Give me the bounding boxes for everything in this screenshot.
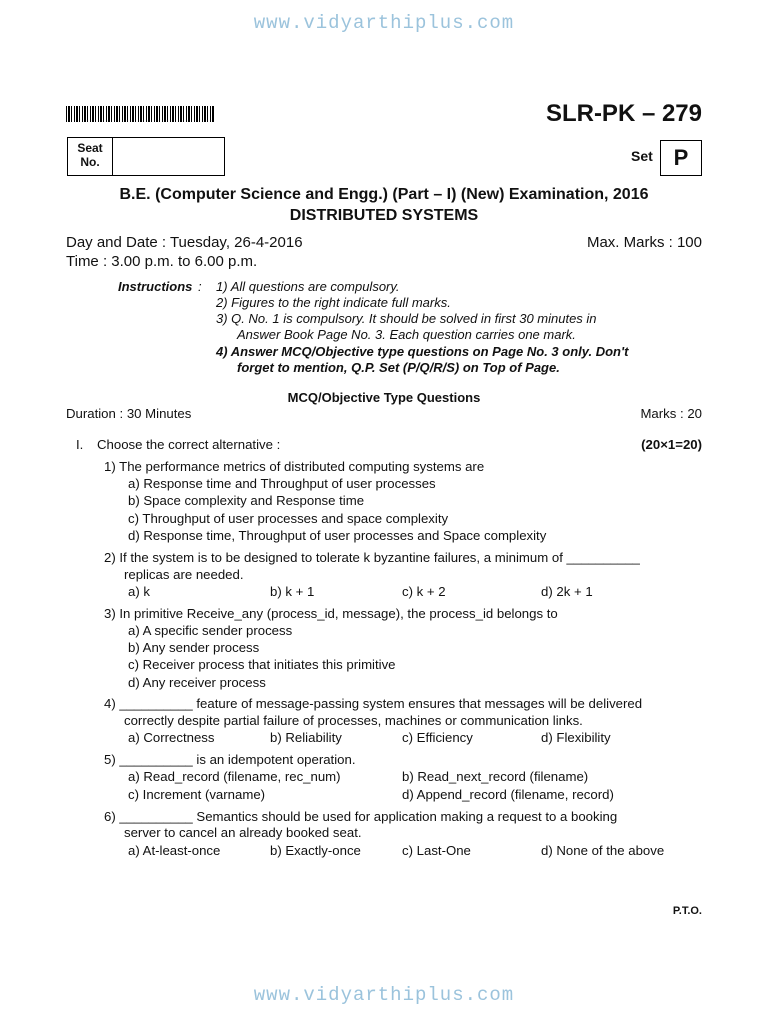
- q1-stem: 1) The performance metrics of distributed computing systems are: [104, 459, 485, 474]
- subject-title: DISTRIBUTED SYSTEMS: [289, 207, 479, 224]
- q2-option-c: c) k + 2: [402, 584, 446, 599]
- duration: Duration : 30 Minutes: [66, 406, 192, 421]
- instruction-3-cont: Answer Book Page No. 3. Each question carries one mark.: [237, 327, 576, 342]
- q6-option-c: c) Last-One: [402, 843, 471, 858]
- q1-option-d: d) Response time, Throughput of user processes and Space complexity: [128, 528, 547, 543]
- q2-stem: 2) If the system is to be designed to tolerate k byzantine failures, a minimum of __________: [104, 550, 640, 565]
- q3-option-b: b) Any sender process: [128, 640, 260, 655]
- q6-option-b: b) Exactly-once: [270, 843, 361, 858]
- q1-option-b: b) Space complexity and Response time: [128, 493, 365, 508]
- question-marks: (20×1=20): [641, 437, 702, 452]
- set-value: P: [660, 140, 702, 176]
- q5-stem: 5) __________ is an idempotent operation.: [104, 752, 356, 767]
- q2-option-d: d) 2k + 1: [541, 584, 593, 599]
- seat-no-label: Seat No.: [68, 138, 113, 175]
- pto-label: P.T.O.: [672, 905, 702, 917]
- barcode: [66, 106, 214, 122]
- watermark-bottom: www.vidyarthiplus.com: [253, 984, 515, 1006]
- q2-stem-cont: replicas are needed.: [124, 567, 244, 582]
- q5-option-a: a) Read_record (filename, rec_num): [128, 769, 341, 784]
- q6-stem-cont: server to cancel an already booked seat.: [124, 825, 362, 840]
- instruction-2: 2) Figures to the right indicate full marks.: [216, 295, 451, 310]
- paper-code: SLR-PK – 279: [545, 100, 702, 127]
- watermark-top: www.vidyarthiplus.com: [253, 12, 515, 34]
- q3-option-c: c) Receiver process that initiates this primitive: [128, 657, 396, 672]
- q1-option-c: c) Throughput of user processes and space complexity: [128, 511, 449, 526]
- question-text: Choose the correct alternative :: [97, 437, 281, 452]
- q3-stem: 3) In primitive Receive_any (process_id, message), the process_id belongs to: [104, 606, 558, 621]
- exam-title: B.E. (Computer Science and Engg.) (Part – I) (New) Examination, 2016: [119, 186, 649, 203]
- q2-option-b: b) k + 1: [270, 584, 315, 599]
- instructions-label: Instructions: [118, 279, 193, 294]
- set-label: Set: [631, 148, 653, 164]
- instruction-3: 3) Q. No. 1 is compulsory. It should be solved in first 30 minutes in: [216, 311, 597, 326]
- q4-option-c: c) Efficiency: [402, 730, 473, 745]
- day-date: Day and Date : Tuesday, 26-4-2016: [66, 234, 303, 251]
- seat-number-box: [67, 137, 225, 176]
- q4-option-b: b) Reliability: [270, 730, 342, 745]
- section-marks: Marks : 20: [640, 406, 702, 421]
- q5-option-c: c) Increment (varname): [128, 787, 266, 802]
- q6-option-a: a) At-least-once: [128, 843, 221, 858]
- q4-stem: 4) __________ feature of message-passing system ensures that messages will be delivered: [104, 696, 643, 711]
- section-title: MCQ/Objective Type Questions: [287, 390, 481, 405]
- q4-option-d: d) Flexibility: [541, 730, 611, 745]
- max-marks: Max. Marks : 100: [586, 234, 702, 251]
- q4-stem-cont: correctly despite partial failure of processes, machines or communication links.: [124, 713, 583, 728]
- q3-option-d: d) Any receiver process: [128, 675, 266, 690]
- q2-option-a: a) k: [128, 584, 150, 599]
- instruction-4: 4) Answer MCQ/Objective type questions on Page No. 3 only. Don't: [216, 344, 629, 359]
- q1-option-a: a) Response time and Throughput of user processes: [128, 476, 436, 491]
- q4-option-a: a) Correctness: [128, 730, 215, 745]
- exam-time: Time : 3.00 p.m. to 6.00 p.m.: [66, 253, 258, 270]
- instruction-4-cont: forget to mention, Q.P. Set (P/Q/R/S) on Top of Page.: [237, 360, 560, 375]
- question-number: I.: [76, 437, 84, 452]
- instruction-1: 1) All questions are compulsory.: [216, 279, 400, 294]
- q5-option-b: b) Read_next_record (filename): [402, 769, 589, 784]
- q5-option-d: d) Append_record (filename, record): [402, 787, 614, 802]
- q6-stem: 6) __________ Semantics should be used for application making a request to a booking: [104, 809, 618, 824]
- q6-option-d: d) None of the above: [541, 843, 665, 858]
- q3-option-a: a) A specific sender process: [128, 623, 293, 638]
